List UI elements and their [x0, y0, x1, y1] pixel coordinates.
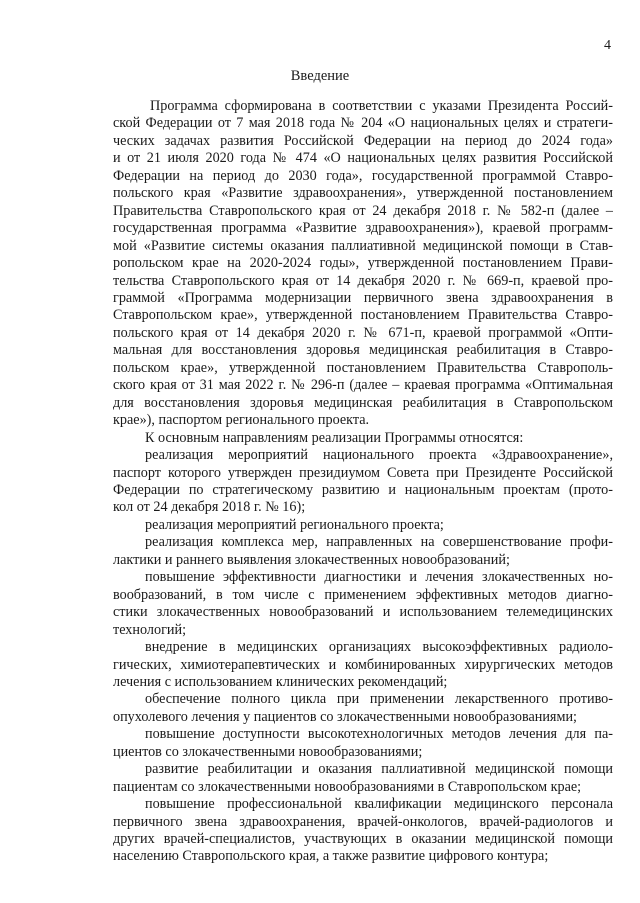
text-line: развитие реабилитации и оказания паллиативной медицинской помощи	[145, 761, 613, 778]
text-line: обеспечение полного цикла при применении лекарственного противо-	[145, 691, 613, 708]
text-line: технологий;	[113, 621, 187, 638]
text-line: мальная для восстановления здоровья медицинская реабилитация в Ставро-	[113, 342, 613, 359]
text-line: польского края от 14 декабря 2020 г. № 671-п, краевой программой «Опти-	[113, 324, 613, 341]
text-line: граммой «Программа модернизации первичного звена здравоохранения в	[113, 289, 613, 306]
text-line: повышение доступности высокотехнологичных методов лечения для па-	[145, 726, 613, 743]
text-line: реализация комплекса мер, направленных на совершенствование профи-	[145, 534, 613, 551]
text-line: населению Ставропольского края, а также развитие цифрового контура;	[113, 848, 549, 865]
text-line: Федерации на период до 2030 года», государственной программой Ставро-	[113, 167, 613, 184]
text-line: крае»), паспортом регионального проекта.	[113, 412, 370, 429]
text-line: реализация мероприятий регионального проекта;	[145, 516, 444, 533]
text-line: Ставропольском крае», утвержденной постановлением Правительства Ставро-	[113, 307, 613, 324]
text-line: повышение профессиональной квалификации медицинского персонала	[145, 796, 613, 813]
text-line: мой «Развитие системы оказания паллиативной медицинской помощи в Став-	[113, 237, 613, 254]
text-line: первичного звена здравоохранения, врачей-онкологов, врачей-радиологов и	[113, 813, 613, 830]
text-line: вообразований, в том числе с применением эффективных методов диагно-	[113, 586, 613, 603]
text-line: кол от 24 декабря 2018 г. № 16);	[113, 499, 306, 516]
text-line: стики злокачественных новообразований и использованием телемедицинских	[113, 604, 613, 621]
text-line: ской Федерации от 7 мая 2018 года № 204 «О национальных целях и стратеги-	[113, 115, 613, 132]
text-line: К основным направлениям реализации Программы относятся:	[145, 429, 524, 446]
text-line: ропольском крае на 2020-2024 годы», утвержденной постановлением Прави-	[113, 255, 613, 272]
text-line: Федерации по стратегическому развитию и национальным проектам (прото-	[113, 481, 613, 498]
page-number: 4	[604, 38, 611, 53]
text-line: тельства Ставропольского края от 14 декабря 2020 г. № 669-п, краевой про-	[113, 272, 613, 289]
text-line: внедрение в медицинских организациях высокоэффективных радиоло-	[145, 639, 613, 656]
text-line: опухолевого лечения у пациентов со злокачественными новообразованиями;	[113, 708, 577, 725]
text-line: гических, химиотерапевтических и комбинированных хирургических методов	[113, 656, 613, 673]
text-line: лечения с использованием клинических рекомендаций;	[113, 673, 448, 690]
text-line: пациентам со злокачественными новообразованиями в Ставропольском крае;	[113, 778, 582, 795]
text-line: польского края «Развитие здравоохранения», утвержденной постановлением	[113, 185, 613, 202]
text-line: ского края от 31 мая 2022 г. № 296-п (далее – краевая программа «Оптимальная	[113, 377, 613, 394]
text-line: государственная программа «Развитие здравоохранения»), краевой программ-	[113, 220, 613, 237]
section-title: Введение	[290, 68, 350, 84]
text-line: реализация мероприятий национального проекта «Здравоохранение»,	[145, 447, 613, 464]
text-line: паспорт которого утвержден президиумом Совета при Президенте Российской	[113, 464, 613, 481]
text-line: повышение эффективности диагностики и лечения злокачественных но-	[145, 569, 613, 586]
text-line: для восстановления здоровья медицинская реабилитация в Ставропольском	[113, 394, 613, 411]
text-line: польском крае», утвержденной постановлением Правительства Ставрополь-	[113, 359, 613, 376]
text-line: лактики и раннего выявления злокачественных новообразований;	[113, 551, 510, 568]
body-text	[113, 98, 613, 866]
text-line: и от 21 июля 2020 года № 474 «О национальных целях развития Российской	[113, 150, 613, 167]
text-line: ческих задачах развития Российской Федерации на период до 2024 года»	[113, 132, 613, 149]
text-line: Программа сформирована в соответствии с указами Президента Россий-	[150, 98, 613, 114]
text-line: циентов со злокачественными новообразованиями;	[113, 743, 423, 760]
text-line: Правительства Ставропольского края от 24 декабря 2018 г. № 582-п (далее –	[113, 202, 613, 219]
text-line: других врачей-специалистов, участвующих в оказании медицинской помощи	[113, 831, 613, 848]
